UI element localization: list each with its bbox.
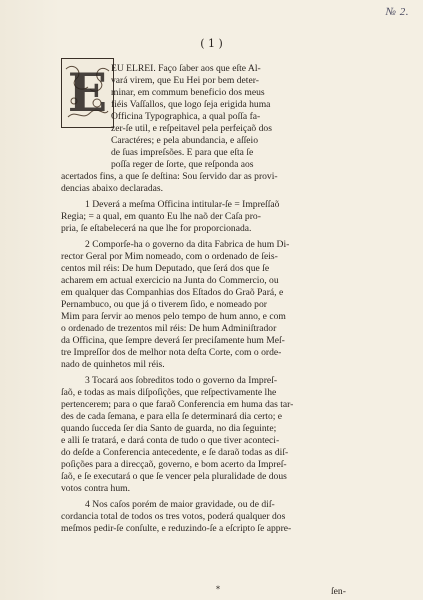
catchword: ſen-: [331, 586, 346, 597]
drop-cap-letter: E: [67, 62, 108, 124]
ornamental-initial: [61, 58, 114, 128]
text-line: 3 Tocará aos ſobreditos todo o governo da Impreſ-: [85, 375, 278, 386]
text-line: pertencerem; para o que faraõ Conferencia em huma das tar-: [61, 399, 294, 410]
text-line: rector Geral por Mim nomeado, com o ordenado de ſeis-: [61, 251, 278, 262]
text-line: 1 Deverá a meſma Officina intitular-ſe = Impreſſaõ: [85, 199, 280, 210]
text-line: Officina Typographica, a qual poſſa fa-: [111, 111, 261, 122]
text-line: des de cada ſemana, e para ella ſe determinará dia certo; e: [61, 411, 283, 422]
signature-mark: *: [216, 585, 220, 594]
text-line: Caractéres; e pela abundancia, e aſſeio: [111, 135, 259, 146]
text-line: cordancia total de todos os tres votos, poderá qualquer dos: [61, 511, 286, 522]
text-line: votos contra hum.: [61, 483, 131, 494]
text-line: dencias abaixo declaradas.: [61, 183, 164, 194]
text-line: quando ſucceda ſer dia Santo de guarda, no dia ſeguinte;: [61, 423, 277, 434]
text-line: poſições para a direcçaõ, governo, e bom acerto da Impreſ-: [61, 459, 287, 470]
text-line: pria, ſe eſtabelecerá na que lhe for proporcionada.: [61, 223, 252, 234]
text-line: da Officina, que ſempre deverá ſer preciſamente hum Meſ-: [61, 335, 285, 346]
text-line: Mim para ſervir ao menos pelo tempo de hum anno, e com: [61, 311, 286, 322]
text-line: meſmos pedir-ſe conſulte, e reduzindo-ſe a eſcripto ſe appre-: [61, 523, 292, 534]
manuscript-number-note: № 2.: [385, 6, 409, 18]
text-line: 2 Comporſe-ha o governo da dita Fabrica de hum Di-: [85, 239, 290, 250]
text-line: ſaõ, e todas as mais diſpoſições, que reſpectivamente lhe: [61, 387, 277, 398]
text-line: vará virem, que Eu Hei por bem deter-: [111, 75, 259, 86]
text-line: do deſde a Conferencia antecedente, e ſe daraõ todas as diſ-: [61, 447, 289, 458]
text-line: 4 Nos caſos porém de maior gravidade, ou de diſ-: [85, 499, 275, 510]
text-line: Regia; = a qual, em quanto Eu lhe naõ der Caſa pro-: [61, 211, 261, 222]
text-line: acharem em actual exercicio na Junta do Commercio, ou: [61, 275, 279, 286]
text-line: fiéis Vaſſallos, que logo ſeja erigida huma: [111, 99, 271, 110]
page-edge-shading: [0, 0, 60, 600]
text-line: zer-ſe util, e reſpeitavel pela perfeiçaõ dos: [111, 123, 272, 134]
text-line: minar, em commum beneficio dos meus: [111, 87, 265, 98]
text-line: poſſa reger de ſorte, que reſponda aos: [111, 159, 254, 170]
text-line: EU ELREI. Faço ſaber aos que eſte Al-: [111, 63, 261, 74]
page-number: ( 1 ): [200, 37, 223, 50]
text-line: tre Impreſſor dos de melhor nota deſta Corte, com o orde-: [61, 347, 282, 358]
text-line: e alli ſe tratará, e dará conta de tudo o que tiver aconteci-: [61, 435, 280, 446]
text-line: Pernambuco, ou que já o tiverem ſido, e nomeado por: [61, 299, 267, 310]
text-line: ſaõ, e ſe executará o que ſe vencer pela pluralidade de dous: [61, 471, 287, 482]
text-line: acertados fins, a que ſe deſtina: Sou ſervido dar as provi-: [61, 171, 278, 182]
text-line: centos mil réis: De hum Deputado, que ſerá dos que ſe: [61, 263, 270, 274]
text-line: nado de quinhetos mil réis.: [61, 359, 165, 370]
text-line: em qualquer das Companhias dos Eſtados do Graõ Pará, e: [61, 287, 284, 298]
text-line: o ordenado de trezentos mil réis: De hum Adminiſtrador: [61, 323, 277, 334]
text-line: de ſuas impreſsões. E para que eſta ſe: [111, 147, 254, 158]
